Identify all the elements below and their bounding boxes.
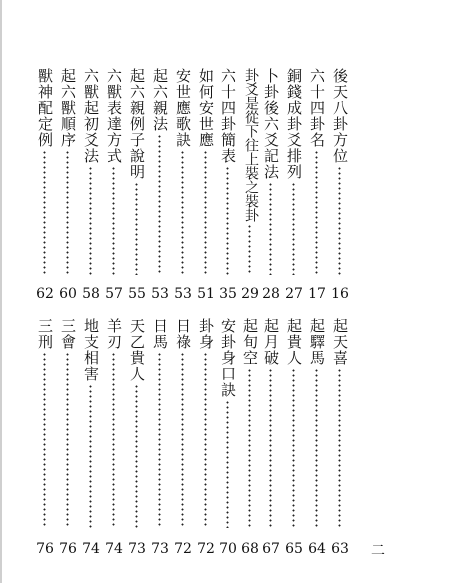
toc-entry[interactable] [35,68,55,303]
toc-entry-title: 如何安世應 [197,68,215,148]
dot-leader [112,352,115,528]
toc-entry[interactable] [81,68,101,303]
toc-entry-title: 六獸表達方式 [105,68,123,164]
dot-leader [248,368,251,528]
dot-leader [135,182,138,275]
toc-entry-title: 起六親法 [151,68,169,132]
toc-entry[interactable] [81,318,101,558]
toc-entry-title: 銅錢成卦爻排列 [285,68,303,180]
toc-entry-page: 72 [197,541,215,557]
toc-entry-page: 29 [241,286,259,302]
toc-entry[interactable] [330,318,350,558]
toc-entry[interactable] [173,68,193,303]
toc-entry-title: 日祿 [174,318,192,350]
toc-entry-title: 卜卦後六爻記法 [262,68,280,180]
toc-entry-page: 16 [331,286,349,302]
toc-entry[interactable] [173,318,193,558]
toc-entry-page: 63 [331,541,349,557]
toc-entry-title: 安世應歌訣 [174,68,192,148]
toc-entry-page: 73 [151,541,169,557]
dot-leader [338,166,341,275]
toc-entry-page: 35 [219,286,237,302]
toc-entry[interactable] [284,318,304,558]
toc-entry-page: 74 [82,541,100,557]
toc-entry-page: 67 [262,541,280,557]
dot-leader [66,150,69,275]
dot-leader [43,150,46,275]
toc-entry[interactable] [284,68,304,303]
toc-entry-page: 65 [285,541,303,557]
toc-entry-page: 57 [105,286,123,302]
toc-entry[interactable] [240,318,260,558]
toc-entry[interactable] [261,68,281,303]
toc-entry-page: 73 [128,541,146,557]
toc-entry-title: 六十四卦名 [308,68,326,148]
toc-entry-page: 76 [59,541,77,557]
toc-entry-page: 70 [219,541,237,557]
dot-leader [292,368,295,528]
folio-page-number: 二 [371,543,385,559]
toc-entry-title: 起月破 [262,318,280,366]
dot-leader [315,368,318,528]
toc-entry-title: 起六親例子說明 [128,68,146,180]
toc-entry-title: 起貴人 [285,318,303,366]
toc-entry[interactable] [127,318,147,558]
toc-entry-title: 卦爻是從下往上裝之裝卦 [243,68,259,222]
toc-entry[interactable] [218,318,238,558]
toc-entry-page: 62 [36,286,54,302]
toc-entry-page: 27 [285,286,303,302]
dot-leader [181,150,184,275]
dot-leader [112,166,115,275]
toc-entry-page: 55 [128,286,146,302]
toc-entry[interactable] [218,68,238,303]
dot-leader [248,224,251,275]
toc-entry-page: 74 [105,541,123,557]
toc-entry-title: 羊刃 [105,318,123,350]
dot-leader [315,150,318,275]
toc-section-lower [0,318,452,558]
toc-entry-title: 起驛馬 [308,318,326,366]
dot-leader [89,384,92,528]
toc-entry-page: 53 [174,286,192,302]
toc-entry[interactable] [240,68,260,303]
toc-entry-title: 地支相害 [82,318,100,382]
dot-leader [338,368,341,528]
toc-entry-page: 28 [262,286,280,302]
dot-leader [204,150,207,275]
dot-leader [158,134,161,275]
toc-entry-title: 起天喜 [331,318,349,366]
toc-entry-title: 起六獸順序 [59,68,77,148]
toc-entry[interactable] [196,318,216,558]
toc-entry[interactable] [150,68,170,303]
toc-entry[interactable] [35,318,55,558]
toc-entry-page: 72 [174,541,192,557]
dot-leader [89,166,92,275]
toc-entry-page: 51 [197,286,215,302]
toc-entry[interactable] [261,318,281,558]
toc-entry[interactable] [307,68,327,303]
toc-entry-page: 53 [151,286,169,302]
toc-entry-page: 68 [241,541,259,557]
dot-leader [292,182,295,275]
toc-entry-page: 60 [59,286,77,302]
dot-leader [204,352,207,528]
toc-entry[interactable] [127,68,147,303]
toc-entry[interactable] [58,318,78,558]
toc-entry-title: 獸神配定例 [36,68,54,148]
dot-leader [269,182,272,275]
toc-entry-page: 64 [308,541,326,557]
dot-leader [269,368,272,528]
toc-entry[interactable] [196,68,216,303]
toc-section-upper [0,68,452,303]
toc-entry-title: 日馬 [151,318,169,350]
toc-entry[interactable] [150,318,170,558]
toc-entry[interactable] [58,68,78,303]
toc-entry-page: 58 [82,286,100,302]
dot-leader [226,166,229,275]
toc-entry-title: 後天八卦方位 [331,68,349,164]
toc-entry[interactable] [330,68,350,303]
toc-entry[interactable] [307,318,327,558]
toc-entry-page: 76 [36,541,54,557]
toc-entry[interactable] [104,68,124,303]
toc-entry-title: 六十四卦簡表 [219,68,237,164]
dot-leader [158,352,161,528]
toc-entry-title: 起旬空 [241,318,259,366]
toc-entry-title: 六獸起初爻法 [82,68,100,164]
toc-entry-page: 17 [308,286,326,302]
dot-leader [226,400,229,528]
toc-entry-title: 三會 [59,318,77,350]
dot-leader [135,384,138,528]
dot-leader [181,352,184,528]
toc-entry-title: 安卦身口訣 [219,318,237,398]
toc-entry-title: 卦身 [197,318,215,350]
toc-entry[interactable] [104,318,124,558]
dot-leader [66,352,69,528]
dot-leader [43,352,46,528]
toc-entry-title: 天乙貴人 [128,318,146,382]
toc-entry-title: 三刑 [36,318,54,350]
